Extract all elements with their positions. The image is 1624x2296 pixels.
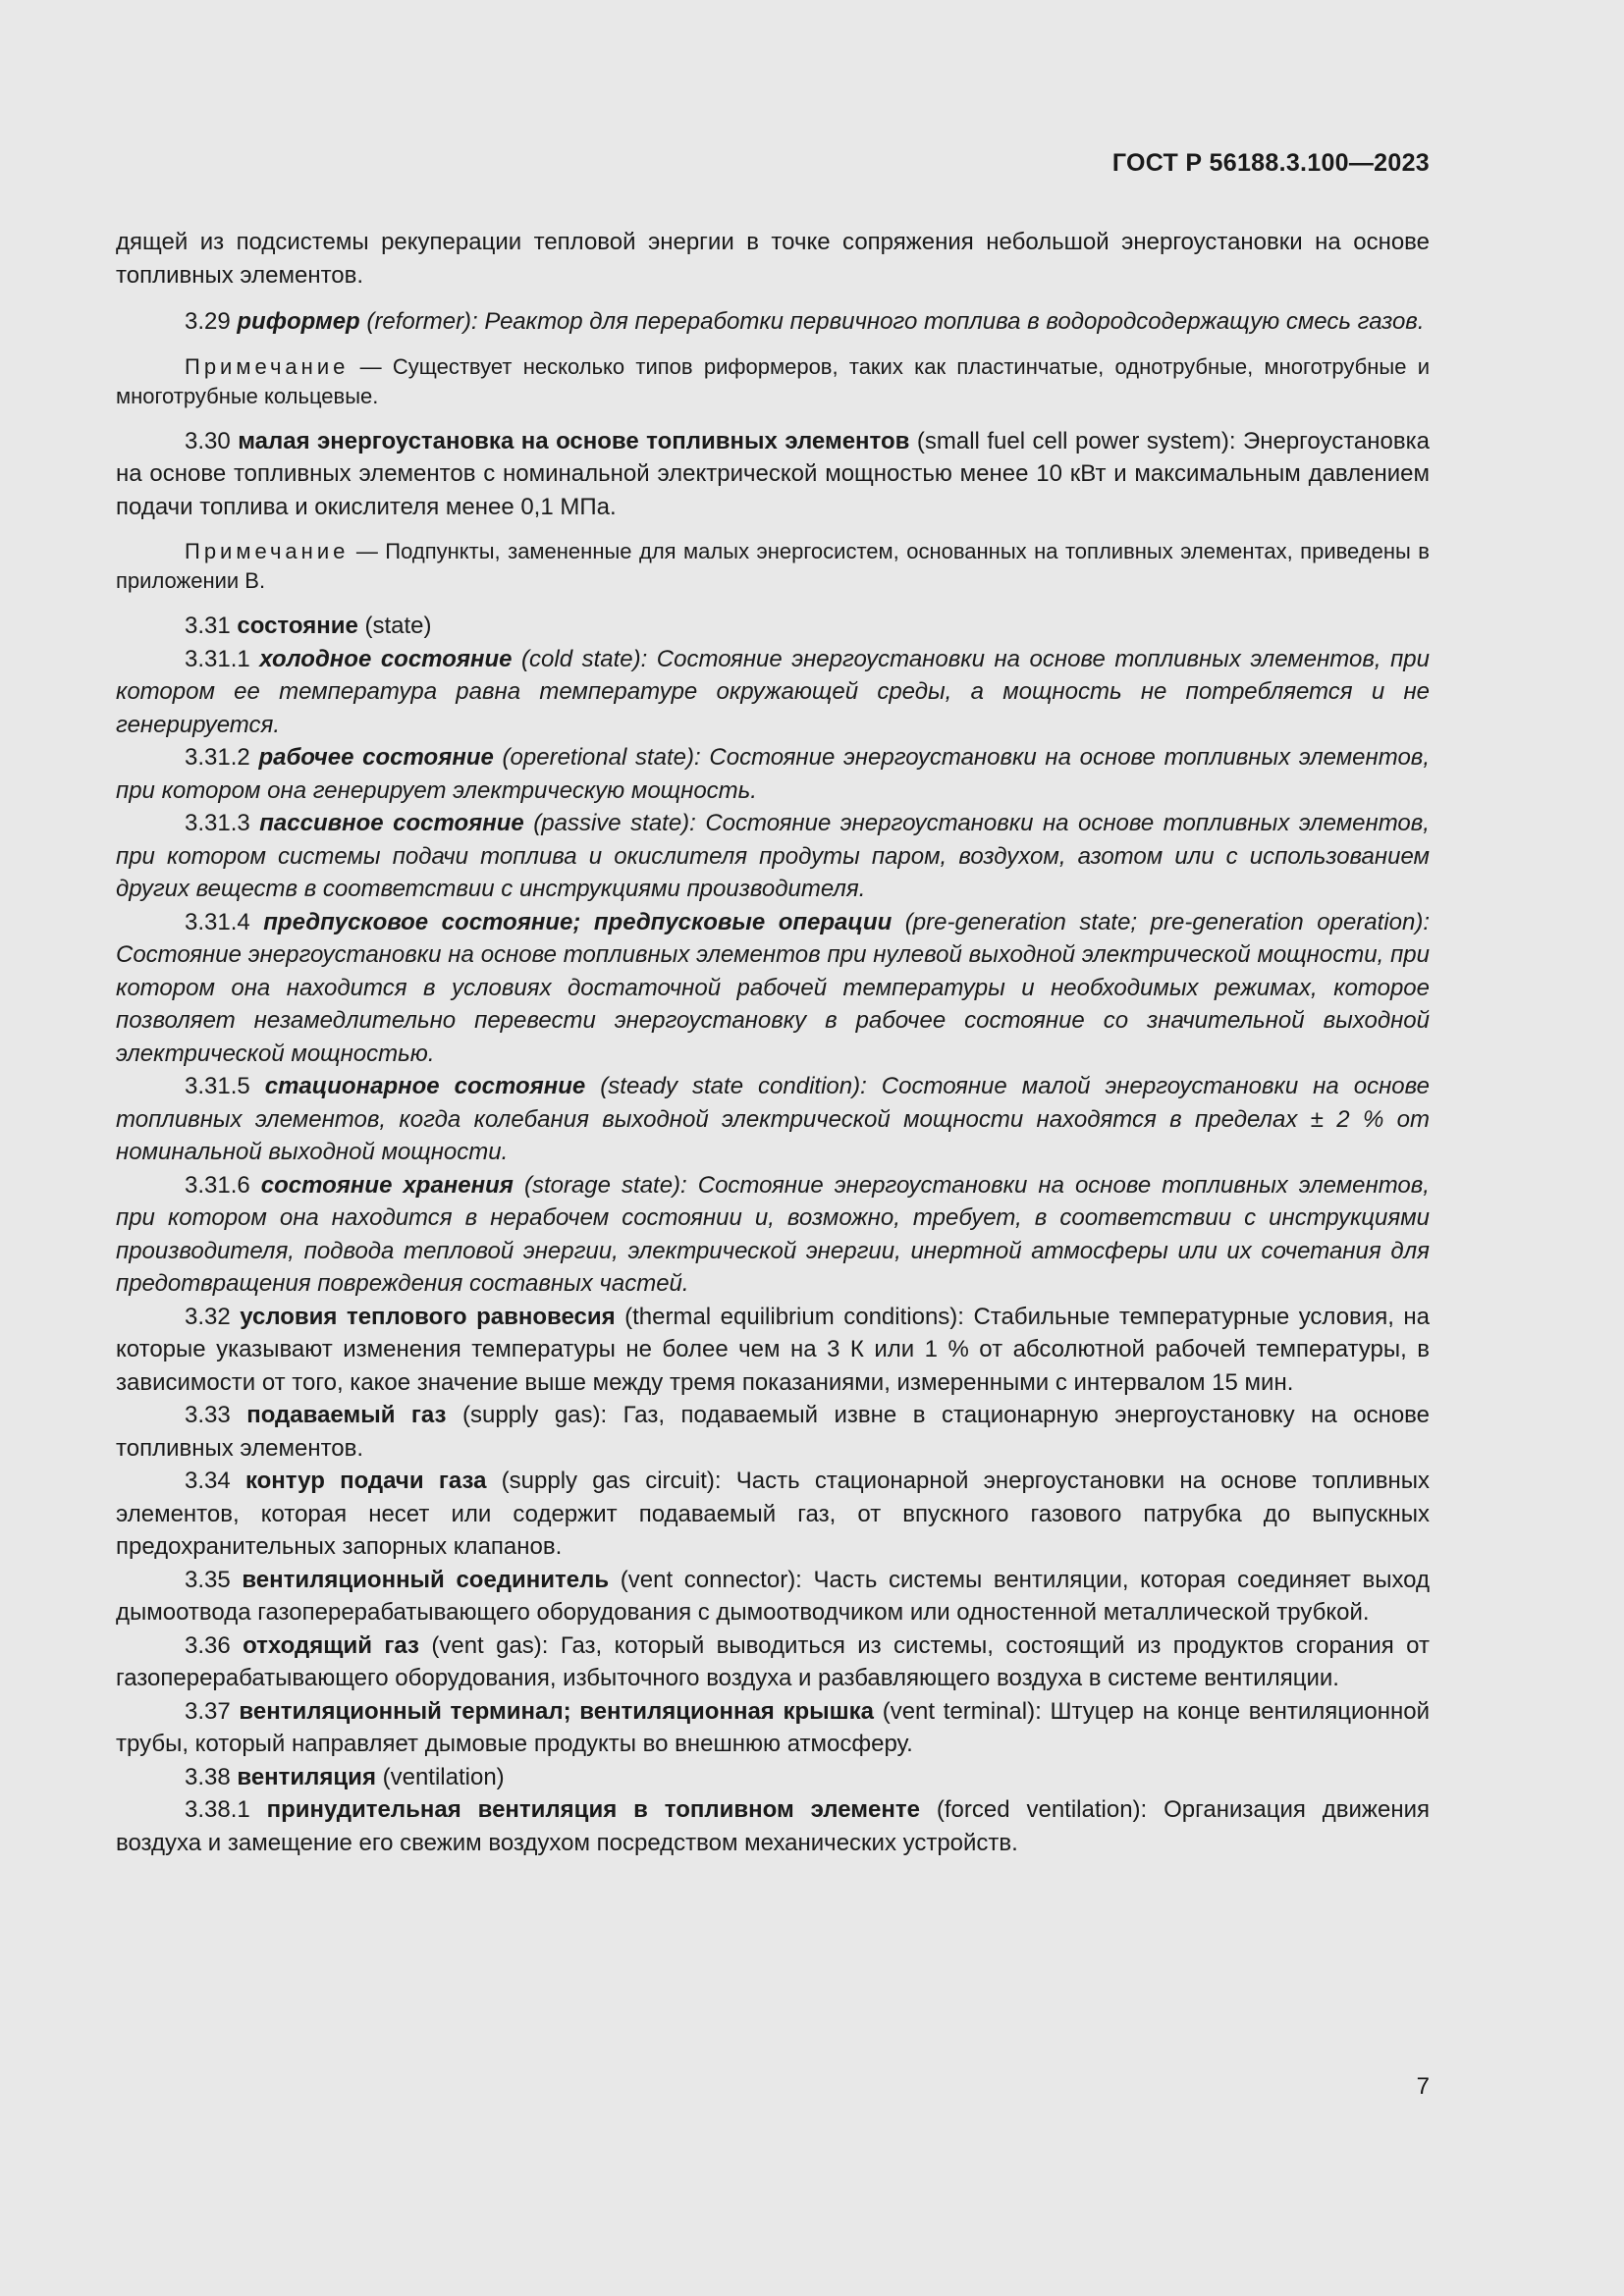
term-3-38-1: 3.38.1 принудительная вентиляция в топливном элементе (forced ventilation): Организация движения воздуха и замещение его свежим воздухом посредством механических устройств. (116, 1796, 1430, 1856)
standard-header: ГОСТ Р 56188.3.100—2023 (1111, 149, 1430, 177)
term-3-31-1: 3.31.1 холодное состояние (cold state): Состояние энергоустановки на основе топливных элементов, при котором ее температура равна температуре окружающей среды, а мощность не потребляется и не генерируется. (116, 645, 1430, 738)
term-3-31-5: 3.31.5 стационарное состояние (steady state condition): Состояние малой энергоустановки на основе топливных элементов, когда колебания выходной электрической мощности находятся в пределах ± 2 % от номинальной выходной мощности. (116, 1073, 1430, 1165)
term-3-33: 3.33 подаваемый газ (supply gas): Газ, подаваемый извне в стационарную энергоустановку на основе топливных элементов. (116, 1402, 1430, 1462)
term-3-31-2: 3.31.2 рабочее состояние (operetional state): Состояние энергоустановки на основе топливных элементов, при котором она генерирует электрическую мощность. (116, 744, 1430, 804)
term-3-30: 3.30 малая энергоустановка на основе топливных элементов (small fuel cell power system): Энергоустановка на основе топливных элементов с номинальной электрической мощностью менее 10 кВт и максимальным давлением подачи топлива и окислителя менее 0,1 МПа. (116, 427, 1430, 520)
term-3-36: 3.36 отходящий газ (vent gas): Газ, который выводиться из системы, состоящий из продуктов сгорания от газоперерабатывающего оборудования, избыточного воздуха и разбавляющего воздуха в системе вентиляции. (116, 1631, 1430, 1691)
document-body (116, 226, 1430, 1859)
note-3-29: Примечание — Существует несколько типов риформеров, таких как пластинчатые, однотрубные, многотрубные и многотрубные кольцевые. (116, 353, 1430, 408)
term-3-38: 3.38 вентиляция (ventilation) (185, 1763, 505, 1790)
term-3-37: 3.37 вентиляционный терминал; вентиляционная крышка (vent terminal): Штуцер на конце вентиляционной трубы, который направляет дымовые продукты во внешнюю атмосферу. (116, 1697, 1430, 1757)
term-3-31-6: 3.31.6 состояние хранения (storage state): Состояние энергоустановки на основе топливных элементов, при котором она находится в нерабочем состоянии и, возможно, требует, в соответствии с инструкциями производителя, подвода тепловой энергии, электрической энергии, инертной атмосферы или их сочетания для предотвращения повреждения составных частей. (116, 1171, 1430, 1297)
term-3-29: 3.29 риформер (reformer): Реактор для переработки первичного топлива в водородсодержащую смесь газов. (185, 308, 1425, 335)
paragraph-continuation: дящей из подсистемы рекуперации тепловой энергии в точке сопряжения небольшой энергоустановки на основе топливных элементов. (116, 229, 1430, 289)
term-3-31-3: 3.31.3 пассивное состояние (passive state): Состояние энергоустановки на основе топливных элементов, при котором системы подачи топлива и окислителя продуты паром, воздухом, азотом или с использованием других веществ в соответствии с инструкциями производителя. (116, 810, 1430, 902)
term-3-32: 3.32 условия теплового равновесия (thermal equilibrium conditions): Стабильные температурные условия, на которые указывают изменения температуры не более чем на 3 К или 1 % от абсолютной рабочей температуры, в зависимости от того, какое значение выше между тремя показаниями, измеренными с интервалом 15 мин. (116, 1303, 1430, 1396)
term-3-34: 3.34 контур подачи газа (supply gas circuit): Часть стационарной энергоустановки на основе топливных элементов, которая несет или содержит подаваемый газ, от впускного газового патрубка до выпускных предохранительных запорных клапанов. (116, 1468, 1430, 1560)
note-3-30: Примечание — Подпункты, замененные для малых энергосистем, основанных на топливных элементах, приведены в приложении В. (116, 539, 1430, 593)
term-3-31: 3.31 состояние (state) (185, 613, 432, 639)
term-3-31-4: 3.31.4 предпусковое состояние; предпусковые операции (pre-generation state; pre-generation operation): Состояние энергоустановки на основе топливных элементов при нулевой выходной электрической мощности, при котором она находится в условиях достаточной рабочей температуры и необходимых режимах, которое позволяет незамедлительно перевести энергоустановку в рабочее состояние со значительной выходной электрической мощностью. (116, 908, 1430, 1067)
term-3-35: 3.35 вентиляционный соединитель (vent connector): Часть системы вентиляции, которая соединяет выход дымоотвода газоперерабатывающего оборудования с дымоотводчиком или одностенной металлической трубкой. (116, 1566, 1431, 1626)
page-number: 7 (1416, 2073, 1430, 2100)
